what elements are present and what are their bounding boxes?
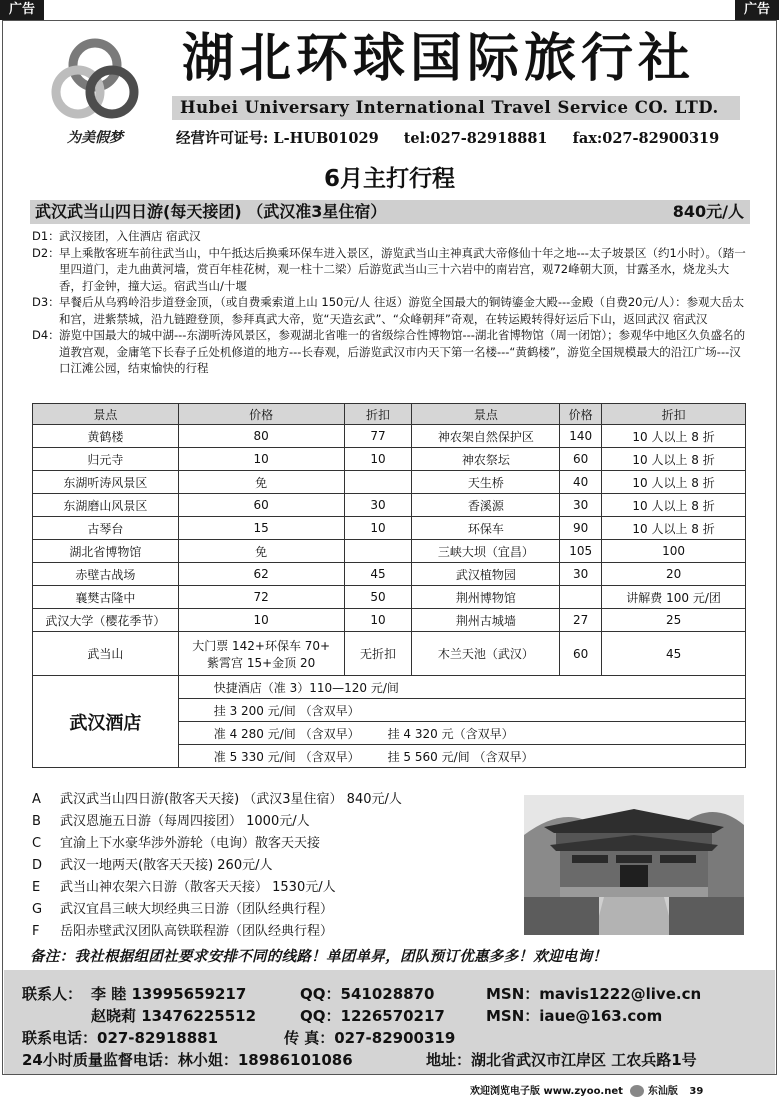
website-text: 欢迎浏览电子版 www.zyoo.net — [470, 1086, 623, 1097]
edition-label: 东汕版 — [647, 1086, 678, 1097]
contact-footer — [4, 970, 775, 1074]
hotel-label: 武汉酒店 — [33, 676, 179, 768]
contact-fax: 传 真：027-82900319 — [284, 1029, 456, 1047]
fish-logo-icon — [630, 1085, 644, 1097]
table-row: 黄鹤楼 80 77 神农架自然保护区 140 10 人以上 8 折 — [33, 425, 746, 448]
list-item: A 武汉武当山四日游(散客天天接) （武汉3星住宿） 840元/人 — [32, 792, 402, 807]
company-address: 地址：湖北省武汉市江岸区 工农兵路1号 — [426, 1051, 697, 1069]
quality-hotline: 24小时质量监督电话：林小姐：18986101086 — [22, 1051, 353, 1069]
contact-person-2: 赵晓莉 13476225512 — [91, 1007, 257, 1025]
list-item: F 岳阳赤壁武汉团队高铁联程游（团队经典行程） — [32, 924, 334, 939]
table-row-wudang: 武当山 大门票 142+环保车 70+ 紫霄宫 15+金顶 20 无折扣 木兰天池（武汉） 60 45 — [33, 632, 746, 676]
license-contact-line — [176, 127, 739, 148]
itinerary-days — [32, 228, 750, 377]
table-row: 古琴台 15 10 环保车 90 10 人以上 8 折 — [33, 517, 746, 540]
table-row: 赤壁古战场 62 45 武汉植物园 30 20 — [33, 563, 746, 586]
ad-label-right: 广告 — [735, 0, 779, 20]
msn-2: MSN：iaue@163.com — [486, 1007, 663, 1025]
table-row: 襄樊古隆中 72 50 荆州博物馆 讲解费 100 元/团 — [33, 586, 746, 609]
attraction-price-table — [32, 403, 746, 768]
qq-2: QQ：1226570217 — [300, 1007, 445, 1025]
table-header-row: 景点 价格 折扣 景点 价格 折扣 — [33, 404, 746, 425]
company-fax: fax:027-82900319 — [572, 130, 720, 147]
company-name-cn: 湖北环球国际旅行社 — [182, 28, 696, 89]
page-headline: 6月主打行程 — [323, 166, 455, 192]
qq-1: QQ：541028870 — [300, 985, 435, 1003]
note-text: 备注：我社根据组团社要求安排不同的线路！单团单昇，团队预订优惠多多！欢迎电询！ — [30, 949, 608, 965]
table-row: 武汉大学（樱花季节） 10 10 荆州古城墙 27 25 — [33, 609, 746, 632]
contact-label: 联系人： — [22, 985, 83, 1003]
page-number: 39 — [689, 1086, 704, 1097]
itinerary-day: D4： 游览中国最大的城中湖---东湖听涛风景区，参观湖北省唯一的省级综合性博物馆---湖北省博物馆（周一闭馆）；参观华中地区久负盛名的道教宫观，金庸笔下长春子丘处机修道的地方---长春观，后游览武汉市内天下第一名楼---“黄鹤楼”，游览全国规模最大的沿江广场---汉口江滩公园，结束愉快的行程 — [32, 328, 746, 375]
contact-phone: 联系电话：027-82918881 — [22, 1029, 219, 1047]
list-item: B 武汉恩施五日游（每周四接团） 1000元/人 — [32, 814, 310, 829]
itinerary-day: D1： 武汉接团，入住酒店 宿武汉 — [32, 229, 201, 243]
company-tel: tel:027-82918881 — [403, 130, 548, 147]
bottom-info — [470, 1082, 703, 1097]
hotel-row: 准 5 330 元/间 （含双早） 挂 5 560 元/间 （含双早） — [33, 745, 746, 768]
list-item: G 武汉宜昌三峡大坝经典三日游（团队经典行程） — [32, 902, 334, 917]
logo-text: 为美假梦 — [67, 130, 123, 146]
contact-person-1: 李 睦 13995659217 — [91, 985, 247, 1003]
hotel-row: 挂 3 200 元/间 （含双早） — [33, 699, 746, 722]
table-row: 归元寺 10 10 神农祭坛 60 10 人以上 8 折 — [33, 448, 746, 471]
route-title-bar — [30, 200, 750, 224]
license-number: 经营许可证号: L-HUB01029 — [176, 130, 379, 147]
hotel-row: 武汉酒店 快捷酒店（准 3）110—120 元/间 — [33, 676, 746, 699]
route-price: 840元/人 — [672, 202, 744, 221]
table-row: 东湖磨山风景区 60 30 香溪源 30 10 人以上 8 折 — [33, 494, 746, 517]
msn-1: MSN：mavis1222@live.cn — [486, 985, 702, 1003]
ad-label-left: 广告 — [0, 0, 44, 20]
list-item: E 武当山神农架六日游（散客天天接） 1530元/人 — [32, 880, 336, 895]
itinerary-day: D2： 早上乘散客班车前往武当山，中午抵达后换乘环保车进入景区，游览武当山主神真武大帝修仙十年之地---太子坡景区（约1小时）。（踏一里四道门，走九曲黄河墙，赏百年桂花树，观一柱十二梁）后游览武当山三十六岩中的南岩宫，观72峰朝大顶，甘露圣水，烧龙头大香，打金钟，撞大运。宿武当山/十堰 — [32, 245, 746, 293]
hotel-row: 准 4 280 元/间 （含双早） 挂 4 320 元（含双早） — [33, 722, 746, 745]
temple-photo — [524, 795, 744, 935]
list-item: C 宜渝上下水豪华涉外游轮（电询）散客天天接 — [32, 836, 321, 851]
route-title: 武汉武当山四日游(每天接团) （武汉准3星住宿） — [35, 202, 387, 221]
list-item: D 武汉一地两天(散客天天接) 260元/人 — [32, 858, 273, 873]
table-row: 东湖听涛风景区 免 天生桥 40 10 人以上 8 折 — [33, 471, 746, 494]
tour-list — [32, 789, 402, 943]
company-logo — [40, 30, 150, 150]
itinerary-day: D3： 早餐后从乌鸦岭沿步道登金顶，（或自费乘索道上山 150元/人 往返）游览全国最大的铜铸鎏金大殿---金殿（自费20元/人）：参观大岳太和宫，进紫禁城，沿九链蹬登顶，参拜真武大帝，览“天造玄武”、“众峰朝拜”奇观，在转运殿转得好运后下山，返回武汉 宿武汉 — [32, 295, 745, 326]
table-row: 湖北省博物馆 免 三峡大坝（宜昌） 105 100 — [33, 540, 746, 563]
company-name-en: Hubei Universary International Travel Service CO. LTD. — [172, 96, 740, 120]
